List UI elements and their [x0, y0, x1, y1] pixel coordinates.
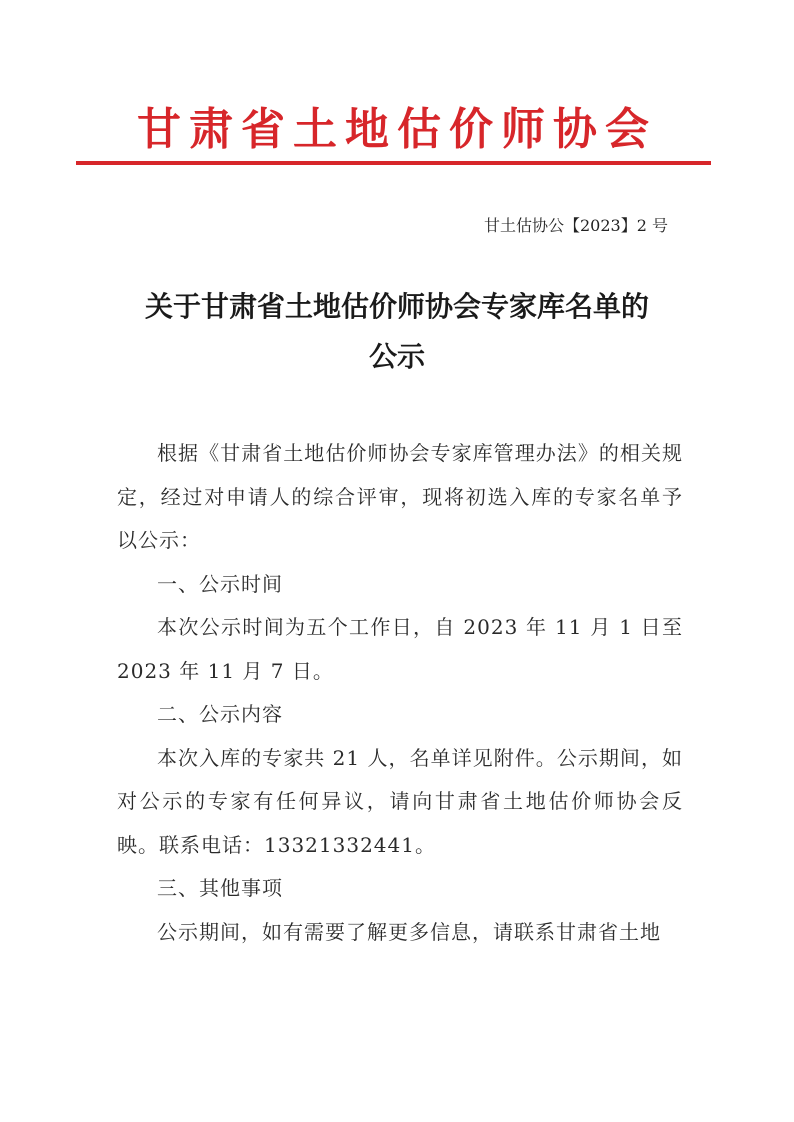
paragraph-intro: 根据《甘肃省土地估价师协会专家库管理办法》的相关规定，经过对申请人的综合评审，现将初选入库的专家名单予以公示：	[117, 441, 683, 552]
document-body	[117, 432, 683, 954]
paragraph-time: 本次公示时间为五个工作日，自 2023 年 11 月 1 日至 2023 年 11 月 7 日。	[117, 615, 683, 683]
section-heading-time: 一、公示时间	[157, 571, 283, 596]
document-number: 甘土估协公【2023】2 号	[484, 216, 668, 235]
paragraph-other: 公示期间，如有需要了解更多信息，请联系甘肃省土地	[157, 919, 661, 944]
document-title	[112, 282, 682, 382]
title-line-2: 公示	[368, 340, 425, 373]
organization-header: 甘肃省土地估价师协会	[137, 104, 657, 155]
header-divider	[76, 161, 711, 165]
paragraph-content: 本次入库的专家共 21 人，名单详见附件。公示期间，如对公示的专家有任何异议，请向甘肃省土地估价师协会反映。联系电话：13321332441。	[117, 745, 683, 857]
section-heading-other: 三、其他事项	[157, 876, 283, 900]
title-line-1: 关于甘肃省土地估价师协会专家库名单的	[144, 290, 649, 323]
section-heading-content: 二、公示内容	[157, 702, 283, 726]
